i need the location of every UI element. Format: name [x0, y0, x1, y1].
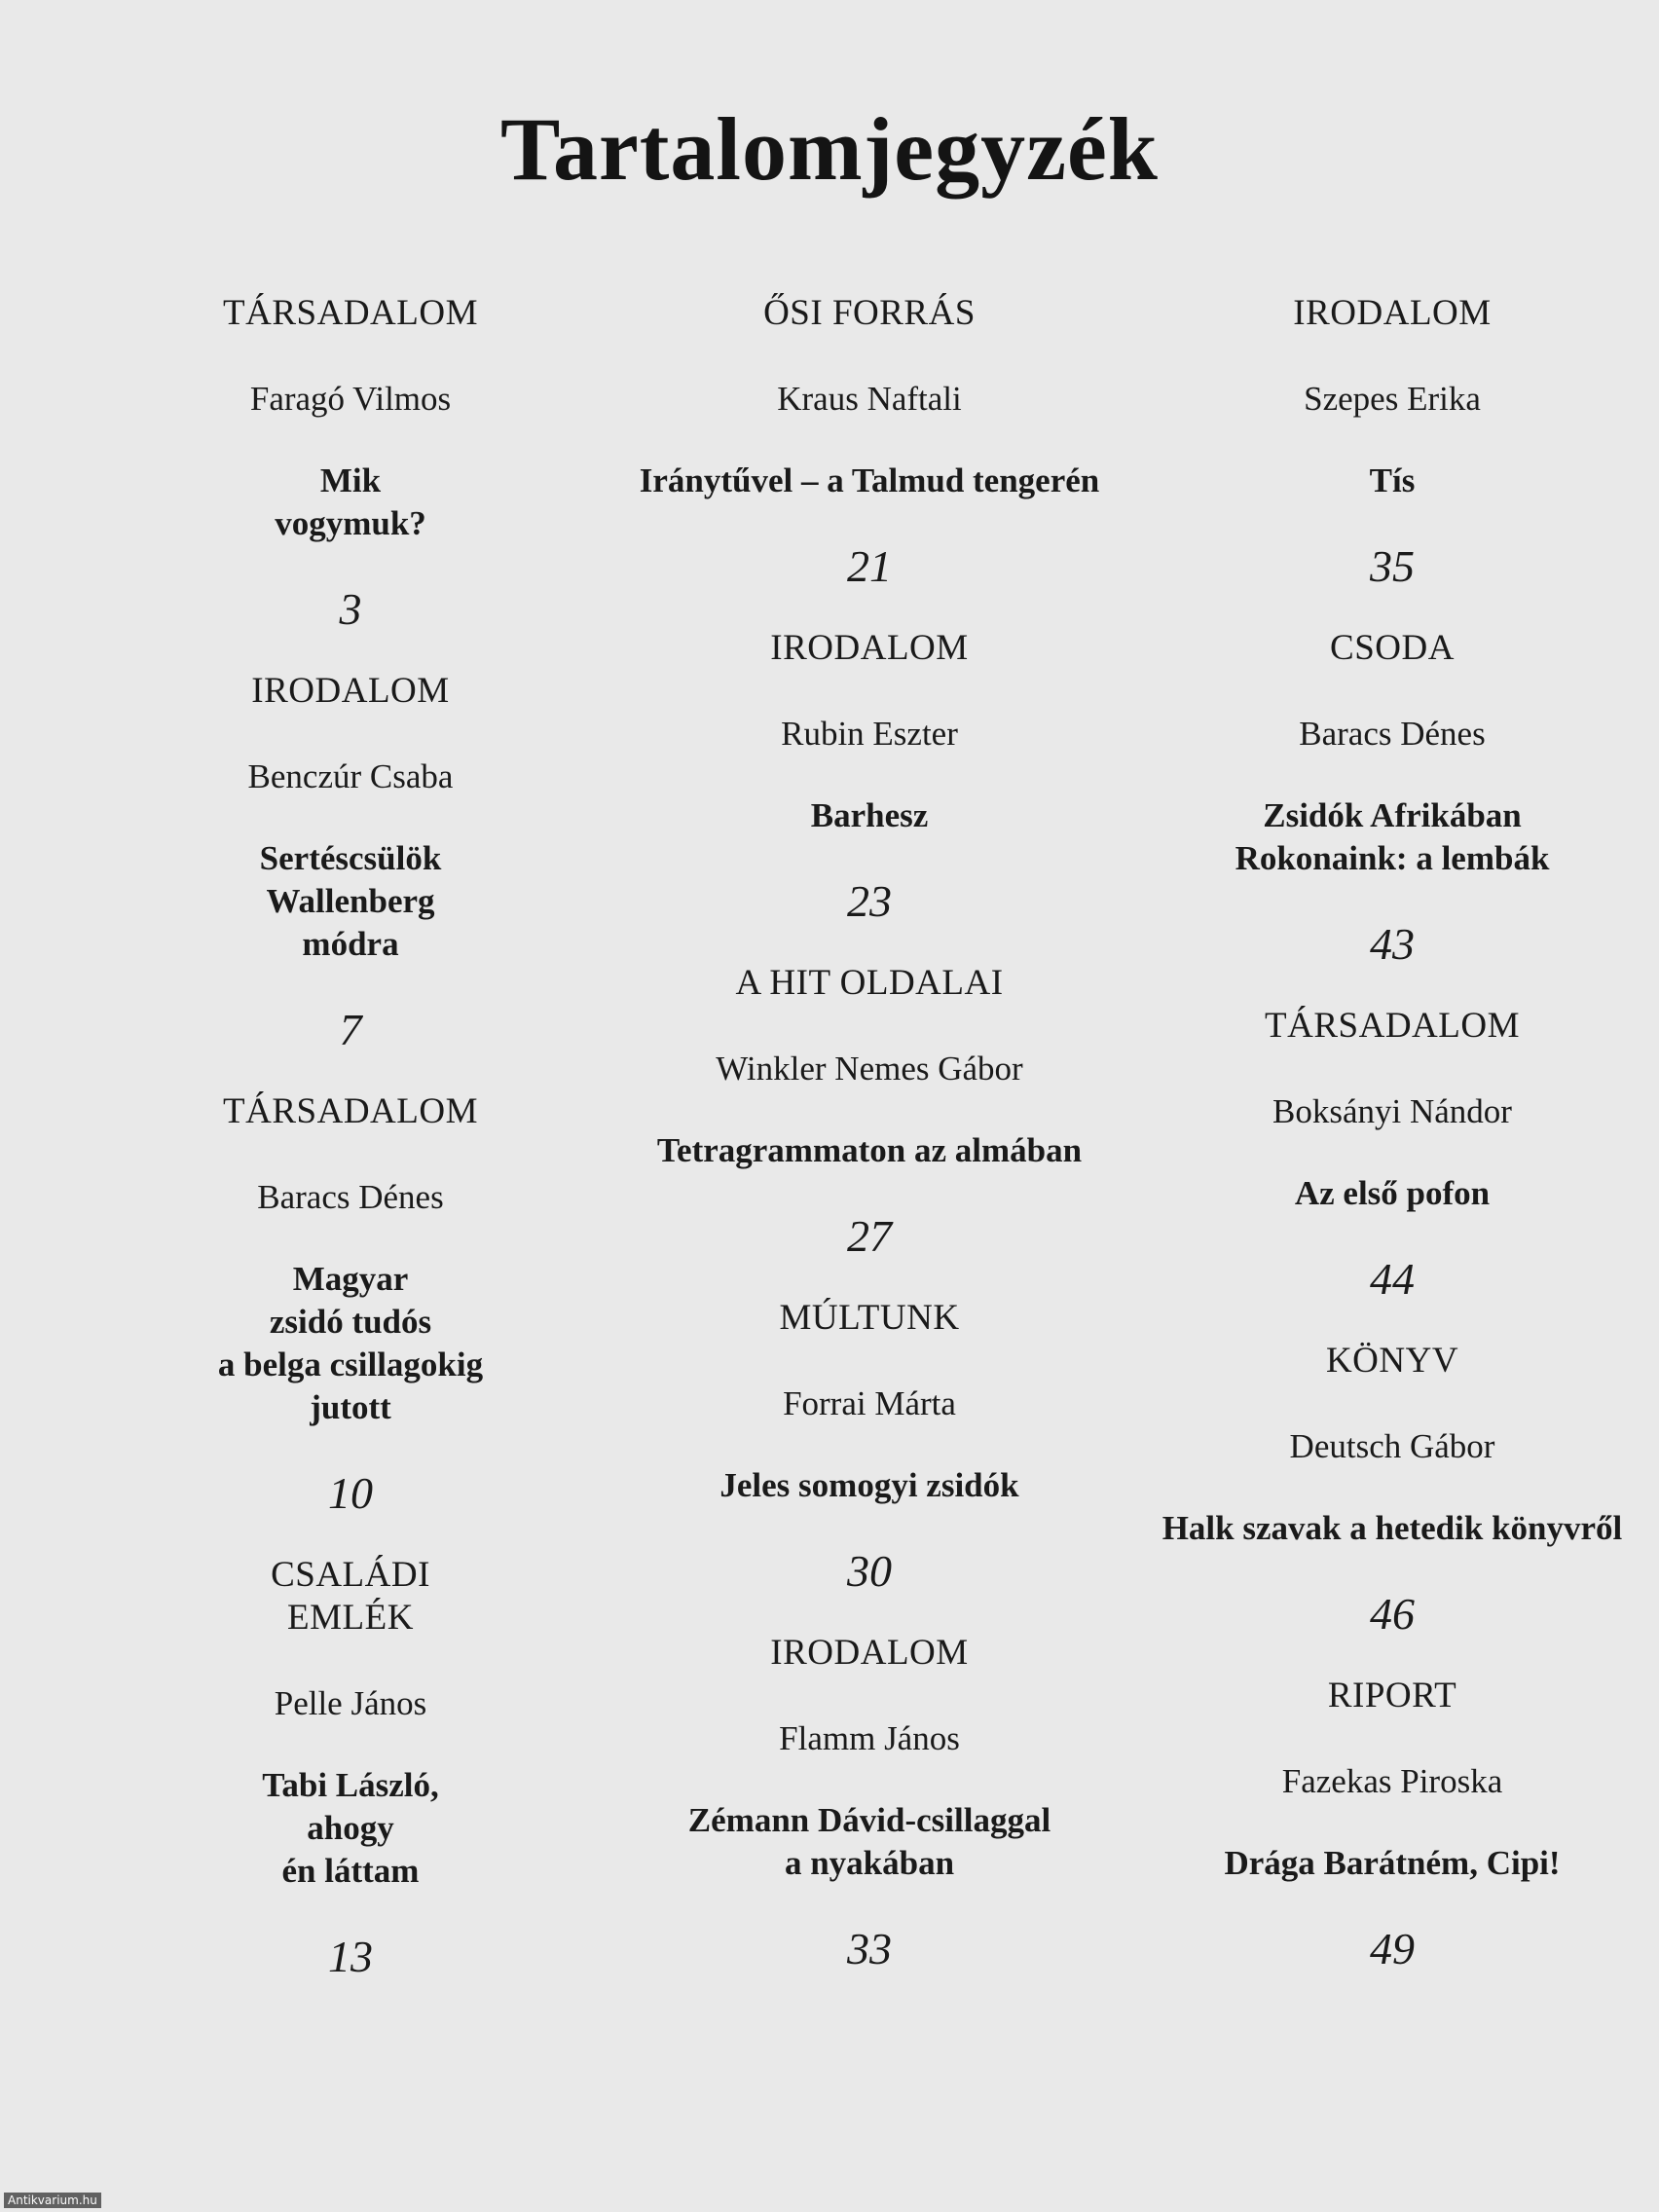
entry-category: TÁRSADALOM	[223, 293, 478, 333]
entry-author: Baracs Dénes	[257, 1178, 444, 1216]
entry-page-number: 30	[847, 1546, 892, 1596]
entry-headline: Az első pofon	[1294, 1174, 1491, 1212]
entry-page-number: 44	[1370, 1254, 1415, 1304]
entry-headline: Zémann Dávid-csillaggal a nyakában	[687, 1801, 1051, 1882]
entry-author: Pelle János	[274, 1684, 427, 1722]
entry-author: Rubin Eszter	[781, 715, 958, 753]
entry-category: TÁRSADALOM	[1265, 1006, 1520, 1046]
entry-author: Kraus Naftali	[777, 380, 962, 418]
toc-entry	[616, 627, 1123, 927]
entry-author: Winkler Nemes Gábor	[716, 1050, 1023, 1088]
entry-category: CSODA	[1330, 628, 1455, 668]
entry-headline: Mik vogymuk?	[275, 461, 426, 542]
entry-page-number: 35	[1370, 541, 1415, 591]
entry-headline: Zsidók Afrikában Rokonaink: a lembák	[1235, 796, 1550, 877]
entry-page-number: 21	[847, 541, 892, 591]
entry-headline: Sertéscsülök Wallenberg módra	[259, 839, 442, 963]
entry-page-number: 3	[339, 584, 362, 634]
toc-entry	[616, 292, 1123, 592]
toc-entry	[97, 1554, 604, 1982]
toc-entry	[1139, 1340, 1645, 1640]
entry-author: Boksányi Nándor	[1272, 1092, 1512, 1130]
toc-column-1	[97, 292, 604, 2017]
watermark: Antikvarium.hu	[4, 2193, 101, 2208]
entry-author: Deutsch Gábor	[1289, 1427, 1495, 1465]
entry-page-number: 7	[339, 1005, 362, 1054]
toc-entry	[1139, 292, 1645, 592]
entry-page-number: 13	[328, 1932, 373, 1981]
entry-author: Benczúr Csaba	[247, 757, 454, 795]
entry-headline: Barhesz	[810, 796, 929, 834]
entry-category: RIPORT	[1327, 1676, 1457, 1715]
entry-headline: Halk szavak a hetedik könyvről	[1161, 1509, 1623, 1547]
entry-page-number: 27	[847, 1211, 892, 1261]
entry-page-number: 23	[847, 876, 892, 926]
entry-category: TÁRSADALOM	[223, 1091, 478, 1131]
entry-author: Baracs Dénes	[1299, 715, 1486, 753]
entry-headline: Magyar zsidó tudós a belga csillagokig jutott	[217, 1260, 484, 1426]
entry-category: KÖNYV	[1325, 1341, 1459, 1381]
toc-entry	[616, 1297, 1123, 1597]
entry-headline: Tís	[1369, 461, 1416, 499]
entry-category: IRODALOM	[251, 671, 450, 711]
entry-author: Szepes Erika	[1304, 380, 1481, 418]
toc-entry	[97, 1090, 604, 1519]
entry-page-number: 46	[1370, 1589, 1415, 1639]
page-title: Tartalomjegyzék	[500, 99, 1159, 199]
toc-entry	[97, 670, 604, 1055]
entry-page-number: 10	[328, 1468, 373, 1518]
toc-entry	[1139, 1005, 1645, 1305]
toc-entry	[1139, 627, 1645, 970]
entry-page-number: 49	[1370, 1924, 1415, 1973]
entry-headline: Tabi László, ahogy én láttam	[262, 1766, 439, 1890]
toc-entry	[97, 292, 604, 635]
entry-category: MÚLTUNK	[779, 1298, 960, 1338]
entry-headline: Tetragrammaton az almában	[656, 1131, 1083, 1169]
toc-entry	[616, 1632, 1123, 1974]
entry-author: Flamm János	[779, 1719, 960, 1757]
entry-page-number: 43	[1370, 919, 1415, 969]
entry-page-number: 33	[847, 1924, 892, 1973]
entry-headline: Iránytűvel – a Talmud tengerén	[639, 461, 1100, 499]
entry-category: IRODALOM	[1293, 293, 1492, 333]
toc-column-3	[1139, 292, 1645, 2009]
entry-author: Forrai Márta	[783, 1384, 956, 1422]
entry-headline: Drága Barátném, Cipi!	[1224, 1844, 1561, 1882]
toc-entry	[1139, 1675, 1645, 1974]
toc-column-2	[616, 292, 1123, 2009]
entry-category: ŐSI FORRÁS	[763, 293, 976, 333]
entry-headline: Jeles somogyi zsidók	[719, 1466, 1019, 1504]
entry-category: IRODALOM	[770, 1633, 969, 1673]
entry-author: Fazekas Piroska	[1281, 1762, 1503, 1800]
entry-category: A HIT OLDALAI	[735, 963, 1004, 1003]
toc-entry	[616, 962, 1123, 1262]
entry-author: Faragó Vilmos	[249, 380, 452, 418]
entry-category: CSALÁDI EMLÉK	[271, 1555, 430, 1638]
entry-category: IRODALOM	[770, 628, 969, 668]
